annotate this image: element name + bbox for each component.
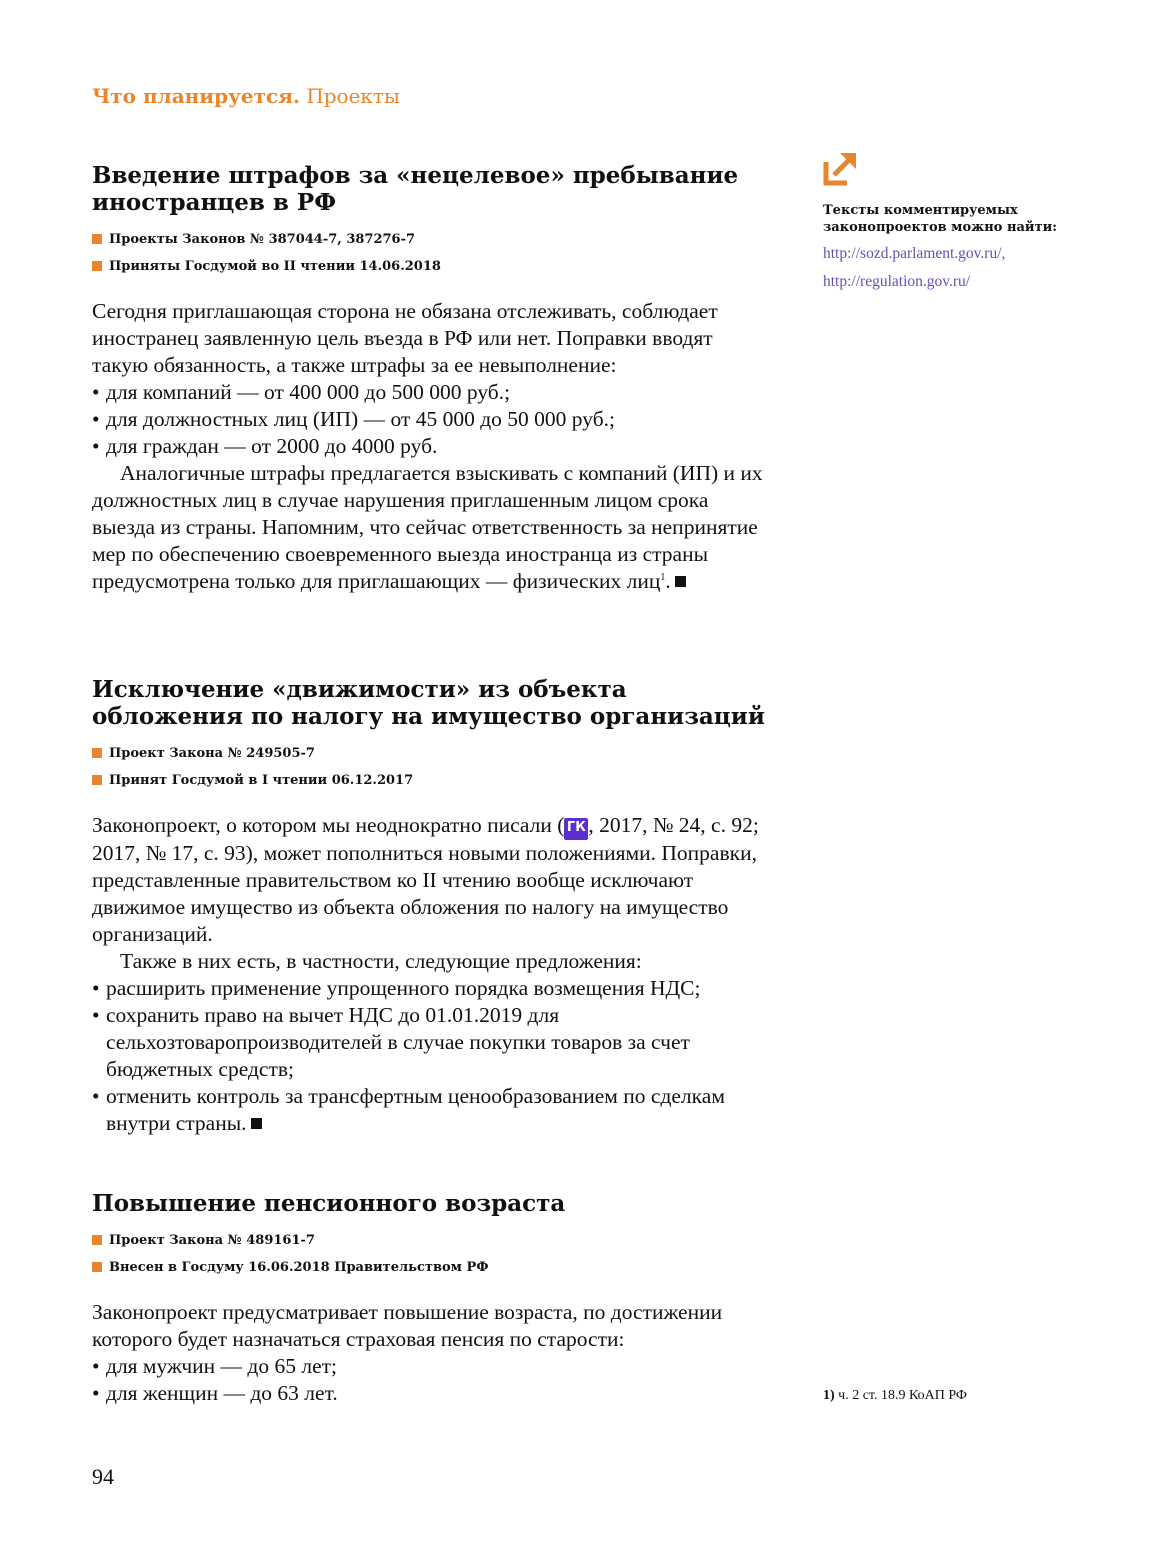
header-section: Что планируется. — [92, 84, 300, 108]
list-item: • для женщин — до 63 лет. — [92, 1380, 772, 1407]
footnote — [823, 1388, 967, 1404]
orange-square-icon — [92, 261, 102, 271]
sidebar-note — [823, 150, 1063, 296]
footnote-text: ч. 2 ст. 18.9 КоАП РФ — [838, 1388, 967, 1403]
end-square-icon — [251, 1118, 262, 1129]
list-item: • сохранить право на вычет НДС до 01.01.2019 для сельхозтоваропроизводителей в случае покупки товаров за счет бюджетных средств; — [92, 1002, 772, 1083]
paragraph: Сегодня приглашающая сторона не обязана отслеживать, соблюдает иностранец заявленную цель въезда в РФ или нет. Поправки вводят такую обязанность, а также штрафы за ее невыполнение: — [92, 299, 718, 377]
header-subsection: Проекты — [306, 84, 400, 108]
article-foreign-fines — [92, 162, 772, 595]
bullet-list — [92, 1353, 772, 1407]
paragraph: Законопроект предусматривает повышение возраста, по достижении которого будет назначаться страховая пенсия по старости: — [92, 1300, 723, 1351]
meta-item: Внесен в Госдуму 16.06.2018 Правительством РФ — [92, 1254, 772, 1281]
footnote-number: 1) — [823, 1388, 835, 1403]
article-body — [92, 298, 772, 595]
link-sozd[interactable]: http://sozd.parlament.gov.ru/, — [823, 245, 1006, 262]
article-title: Введение штрафов за «нецелевое» пребывание иностранцев в РФ — [92, 162, 739, 216]
list-item: • для должностных лиц (ИП) — от 45 000 до 50 000 руб.; — [92, 406, 772, 433]
meta-item: Принят Госдумой в I чтении 06.12.2017 — [92, 767, 772, 794]
orange-square-icon — [92, 1235, 102, 1245]
article-title: Исключение «движимости» из объекта обложения по налогу на имущество организаций — [92, 676, 765, 730]
sidebar-title: Тексты комментируемых законопроектов можно найти: — [823, 203, 1058, 235]
article-title: Повышение пенсионного возраста — [92, 1190, 566, 1217]
bullet-list — [92, 975, 772, 1137]
orange-square-icon — [92, 775, 102, 785]
meta-item: Проект Закона № 249505-7 — [92, 740, 772, 767]
list-item: • для мужчин — до 65 лет; — [92, 1353, 772, 1380]
article-meta — [92, 1227, 772, 1281]
list-item: • отменить контроль за трансфертным ценообразованием по сделкам внутри страны. — [92, 1083, 772, 1137]
footnote-ref[interactable]: 1 — [660, 571, 666, 583]
external-link-icon — [823, 150, 859, 186]
article-meta — [92, 226, 772, 280]
bullet-list — [92, 379, 772, 460]
running-header — [92, 84, 400, 108]
orange-square-icon — [92, 1262, 102, 1272]
list-item: • для граждан — от 2000 до 4000 руб. — [92, 433, 772, 460]
article-body — [92, 1299, 772, 1407]
orange-square-icon — [92, 748, 102, 758]
article-pension-age — [92, 1190, 772, 1407]
list-item: • расширить применение упрощенного порядка возмещения НДС; — [92, 975, 772, 1002]
paragraph: Законопроект, о котором мы неоднократно писали ( ГК , 2017, № 24, с. 92; 2017, № 17, с. 93), может пополниться новыми положениями. Поправки, представленные правительством ко II чтению вообще исключают движимое имущество из объекта обложения по налогу на имущество организаций. — [92, 813, 759, 946]
meta-item: Проекты Законов № 387044-7, 387276-7 — [92, 226, 772, 253]
link-regulation[interactable]: http://regulation.gov.ru/ — [823, 273, 971, 290]
orange-square-icon — [92, 234, 102, 244]
article-body — [92, 812, 772, 1137]
article-property-tax — [92, 676, 772, 1137]
article-meta — [92, 740, 772, 794]
paragraph: Аналогичные штрафы предлагается взыскивать с компаний (ИП) и их должностных лиц в случае нарушения приглашенным лицом срока выезда из страны. Напомним, что сейчас ответственность за непринятие мер по обеспечению своевременного выезда иностранца из страны предусмотрена только для приглашающих — физических лиц$^1$. — [92, 461, 763, 593]
end-square-icon — [675, 576, 686, 587]
page-number: 94 — [92, 1464, 114, 1489]
meta-item: Проект Закона № 489161-7 — [92, 1227, 772, 1254]
paragraph: Также в них есть, в частности, следующие предложения: — [120, 949, 642, 973]
gk-badge-icon[interactable]: ГК — [564, 818, 588, 840]
meta-item: Приняты Госдумой во II чтении 14.06.2018 — [92, 253, 772, 280]
list-item: • для компаний — от 400 000 до 500 000 руб.; — [92, 379, 772, 406]
